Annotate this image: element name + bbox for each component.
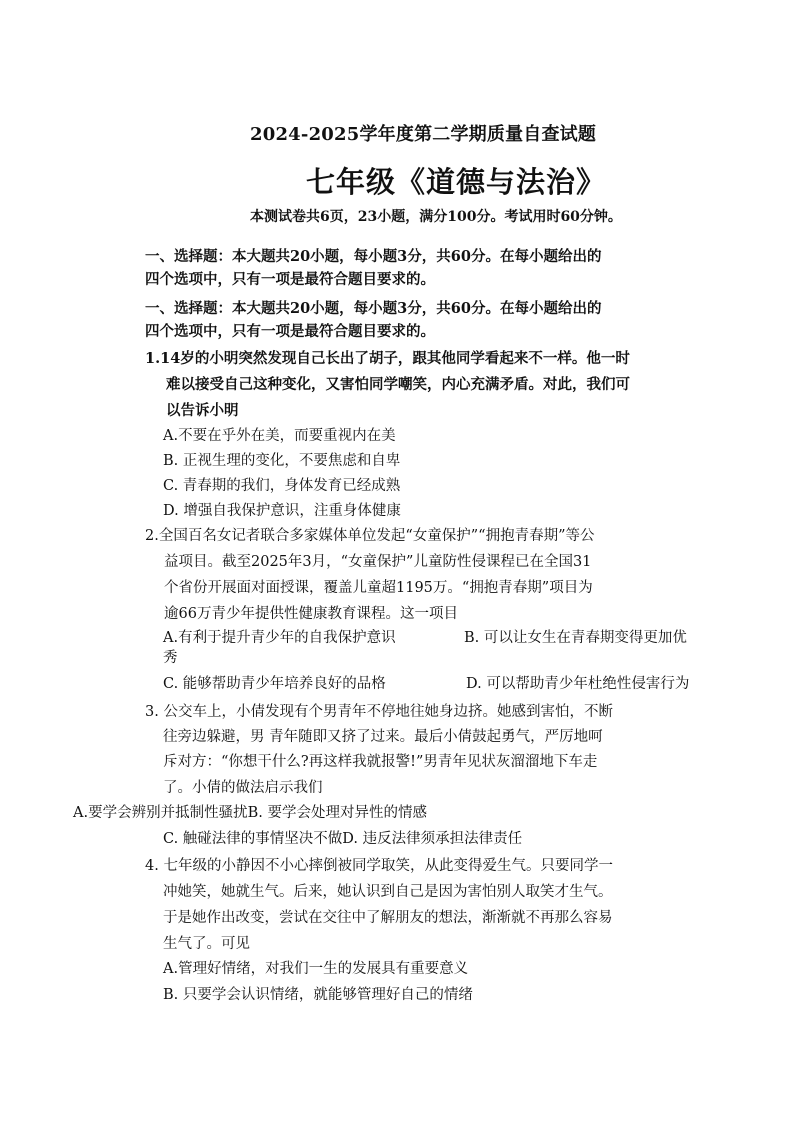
section-2-line-1: 一、选择题：本大题共20小题，每小题3分，共60分。在每小题给出的	[145, 300, 602, 317]
question-4-option-b: B. 只要学会认识情绪，就能够管理好自己的情绪	[163, 987, 473, 1003]
question-4-line-2: 冲她笑，她就生气。后来，她认识到自己是因为害怕别人取笑才生气。	[163, 884, 613, 900]
question-2-line-4: 逾66万青少年提供性健康教育课程。这一项目	[164, 606, 458, 622]
question-1-option-a: A.不要在乎外在美，而要重视内在美	[163, 428, 396, 444]
section-1-line-1: 一、选择题：本大题共20小题，每小题3分，共60分。在每小题给出的	[145, 248, 602, 265]
question-2-line-1: 2.全国百名女记者联合多家媒体单位发起“女童保护”“拥抱青春期”等公	[145, 528, 595, 544]
section-2-line-2: 四个选项中，只有一项是最符合题目要求的。	[145, 323, 435, 340]
question-1-line-1: 1.14岁的小明突然发现自己长出了胡子，跟其他同学看起来不一样。他一时	[145, 350, 630, 367]
exam-intro: 本测试卷共6页，23小题，满分100分。考试用时60分钟。	[250, 209, 622, 225]
question-1-line-2: 难以接受自己这种变化，又害怕同学嘲笑，内心充满矛盾。对此，我们可	[166, 376, 630, 393]
question-2-option-a: A.有利于提升青少年的自我保护意识	[163, 630, 396, 646]
exam-title: 2024-2025学年度第二学期质量自查试题	[250, 124, 597, 145]
question-2-option-b-wrap: 秀	[163, 650, 178, 666]
question-4-line-4: 生气了。可见	[163, 936, 250, 952]
question-2-line-3: 个省份开展面对面授课，覆盖儿童超1195万。“拥抱青春期”项目为	[164, 580, 593, 596]
question-2-line-2: 益项目。截至2025年3月，“女童保护”儿童防性侵课程已在全国31	[164, 554, 592, 570]
question-1-option-b: B. 正视生理的变化，不要焦虑和自卑	[163, 453, 401, 469]
question-2-option-b: B. 可以让女生在青春期变得更加优	[464, 630, 687, 646]
question-3-line-4: 了。小倩的做法启示我们	[163, 780, 323, 796]
question-4-option-a: A.管理好情绪，对我们一生的发展具有重要意义	[163, 961, 469, 977]
question-2-option-d: D. 可以帮助青少年杜绝性侵害行为	[466, 676, 690, 692]
question-4-line-3: 于是她作出改变，尝试在交往中了解朋友的想法，渐渐就不再那么容易	[163, 910, 613, 926]
section-1-line-2: 四个选项中，只有一项是最符合题目要求的。	[145, 271, 435, 288]
question-1-line-3: 以告诉小明	[166, 402, 239, 419]
question-1-option-c: C. 青春期的我们，身体发育已经成熟	[163, 478, 401, 494]
question-4-line-1: 4. 七年级的小静因不小心摔倒被同学取笑，从此变得爱生气。只要同学一	[145, 858, 613, 874]
question-2-option-c: C. 能够帮助青少年培养良好的品格	[163, 676, 386, 692]
question-3-line-2: 往旁边躲避，男 青年随即又挤了过来。最后小倩鼓起勇气，严厉地呵	[163, 729, 603, 745]
subject-title: 七年级《道德与法治》	[306, 165, 607, 199]
question-3-options-cd: C. 触碰法律的事情坚决不做D. 违反法律须承担法律责任	[163, 831, 523, 847]
question-3-line-3: 斥对方：“你想干什么?再这样我就报警!”男青年见状灰溜溜地下车走	[163, 754, 598, 770]
question-3-line-1: 3. 公交车上，小倩发现有个男青年不停地往她身边挤。她感到害怕，不断	[145, 704, 613, 720]
question-3-options-ab: A.要学会辨别并抵制性骚扰B. 要学会处理对异性的情感	[73, 805, 427, 821]
question-1-option-d: D. 增强自我保护意识，注重身体健康	[163, 503, 401, 519]
